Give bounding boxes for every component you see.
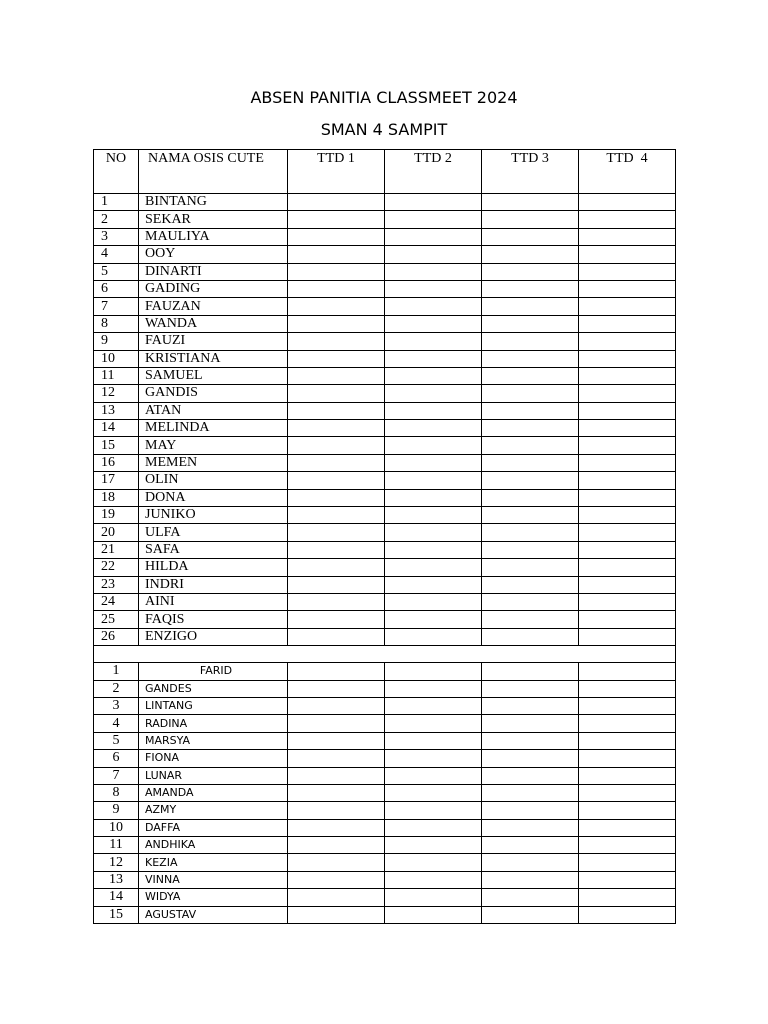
signature-cell-ttd-2[interactable] (385, 871, 482, 888)
signature-cell-ttd-2[interactable] (385, 767, 482, 784)
signature-cell-ttd-2[interactable] (385, 663, 482, 680)
member-name: WANDA (139, 315, 288, 332)
table-row (94, 680, 676, 697)
row-number: 9 (94, 802, 139, 819)
signature-cell-ttd-3[interactable] (482, 489, 579, 506)
signature-cell-ttd-4[interactable] (579, 263, 676, 280)
signature-cell-ttd-2[interactable] (385, 385, 482, 402)
row-number: 14 (94, 420, 139, 437)
member-name: OOY (139, 246, 288, 263)
member-name: MARSYA (139, 732, 288, 749)
signature-cell-ttd-4[interactable] (579, 402, 676, 419)
signature-cell-ttd-1[interactable] (288, 402, 385, 419)
member-name: BINTANG (139, 194, 288, 211)
signature-cell-ttd-4[interactable] (579, 437, 676, 454)
row-number: 9 (94, 333, 139, 350)
signature-cell-ttd-2[interactable] (385, 802, 482, 819)
signature-cell-ttd-4[interactable] (579, 576, 676, 593)
signature-cell-ttd-2[interactable] (385, 420, 482, 437)
signature-cell-ttd-2[interactable] (385, 628, 482, 645)
row-number: 6 (94, 280, 139, 297)
signature-cell-ttd-4[interactable] (579, 507, 676, 524)
member-name: WIDYA (139, 889, 288, 906)
table-row (94, 454, 676, 471)
row-number: 6 (94, 750, 139, 767)
table-row (94, 715, 676, 732)
signature-cell-ttd-3[interactable] (482, 732, 579, 749)
signature-cell-ttd-2[interactable] (385, 593, 482, 610)
member-name: RADINA (139, 715, 288, 732)
signature-cell-ttd-3[interactable] (482, 611, 579, 628)
row-number: 16 (94, 454, 139, 471)
member-name: HILDA (139, 559, 288, 576)
row-number: 18 (94, 489, 139, 506)
table-row (94, 194, 676, 211)
signature-cell-ttd-1[interactable] (288, 854, 385, 871)
member-name: SAFA (139, 541, 288, 558)
header-row (94, 150, 676, 194)
signature-cell-ttd-1[interactable] (288, 298, 385, 315)
member-name: MEMEN (139, 454, 288, 471)
signature-cell-ttd-4[interactable] (579, 663, 676, 680)
signature-cell-ttd-4[interactable] (579, 680, 676, 697)
signature-cell-ttd-4[interactable] (579, 333, 676, 350)
signature-cell-ttd-2[interactable] (385, 437, 482, 454)
row-number: 15 (94, 437, 139, 454)
header-ttd-3: TTD 3 (482, 150, 579, 194)
table-row (94, 663, 676, 680)
signature-cell-ttd-4[interactable] (579, 819, 676, 836)
table-row (94, 819, 676, 836)
signature-cell-ttd-1[interactable] (288, 367, 385, 384)
signature-cell-ttd-4[interactable] (579, 559, 676, 576)
member-name: SEKAR (139, 211, 288, 228)
signature-cell-ttd-4[interactable] (579, 489, 676, 506)
signature-cell-ttd-2[interactable] (385, 315, 482, 332)
signature-cell-ttd-1[interactable] (288, 680, 385, 697)
row-number: 5 (94, 263, 139, 280)
signature-cell-ttd-4[interactable] (579, 697, 676, 714)
signature-cell-ttd-1[interactable] (288, 280, 385, 297)
signature-cell-ttd-3[interactable] (482, 837, 579, 854)
member-name: FARID (139, 663, 288, 680)
member-name: ANDHIKA (139, 837, 288, 854)
signature-cell-ttd-2[interactable] (385, 402, 482, 419)
signature-cell-ttd-2[interactable] (385, 489, 482, 506)
signature-cell-ttd-2[interactable] (385, 715, 482, 732)
signature-cell-ttd-3[interactable] (482, 385, 579, 402)
signature-cell-ttd-4[interactable] (579, 472, 676, 489)
signature-cell-ttd-2[interactable] (385, 228, 482, 245)
signature-cell-ttd-1[interactable] (288, 819, 385, 836)
table-row (94, 437, 676, 454)
table-row (94, 559, 676, 576)
signature-cell-ttd-3[interactable] (482, 593, 579, 610)
signature-cell-ttd-3[interactable] (482, 402, 579, 419)
signature-cell-ttd-1[interactable] (288, 750, 385, 767)
row-number: 3 (94, 228, 139, 245)
signature-cell-ttd-4[interactable] (579, 854, 676, 871)
row-number: 23 (94, 576, 139, 593)
row-number: 1 (94, 194, 139, 211)
signature-cell-ttd-4[interactable] (579, 420, 676, 437)
signature-cell-ttd-4[interactable] (579, 767, 676, 784)
signature-cell-ttd-4[interactable] (579, 715, 676, 732)
signature-cell-ttd-1[interactable] (288, 333, 385, 350)
table-row (94, 472, 676, 489)
table-row (94, 350, 676, 367)
row-number: 5 (94, 732, 139, 749)
signature-cell-ttd-3[interactable] (482, 680, 579, 697)
table-row (94, 280, 676, 297)
signature-cell-ttd-2[interactable] (385, 576, 482, 593)
signature-cell-ttd-3[interactable] (482, 420, 579, 437)
signature-cell-ttd-2[interactable] (385, 350, 482, 367)
table-row (94, 784, 676, 801)
signature-cell-ttd-2[interactable] (385, 524, 482, 541)
member-name: DONA (139, 489, 288, 506)
attendance-table (93, 149, 676, 924)
member-name: MAY (139, 437, 288, 454)
signature-cell-ttd-3[interactable] (482, 802, 579, 819)
signature-cell-ttd-4[interactable] (579, 611, 676, 628)
row-number: 20 (94, 524, 139, 541)
member-name: ULFA (139, 524, 288, 541)
signature-cell-ttd-3[interactable] (482, 246, 579, 263)
signature-cell-ttd-1[interactable] (288, 385, 385, 402)
table-row (94, 246, 676, 263)
member-name: KEZIA (139, 854, 288, 871)
signature-cell-ttd-1[interactable] (288, 889, 385, 906)
row-number: 12 (94, 385, 139, 402)
signature-cell-ttd-3[interactable] (482, 784, 579, 801)
signature-cell-ttd-2[interactable] (385, 298, 482, 315)
signature-cell-ttd-4[interactable] (579, 750, 676, 767)
signature-cell-ttd-4[interactable] (579, 628, 676, 645)
table-row (94, 871, 676, 888)
signature-cell-ttd-4[interactable] (579, 837, 676, 854)
signature-cell-ttd-1[interactable] (288, 906, 385, 923)
header-name: NAMA OSIS CUTE (139, 150, 288, 194)
table-row (94, 837, 676, 854)
row-number: 4 (94, 715, 139, 732)
signature-cell-ttd-1[interactable] (288, 315, 385, 332)
row-number: 1 (94, 663, 139, 680)
row-number: 7 (94, 298, 139, 315)
signature-cell-ttd-4[interactable] (579, 732, 676, 749)
signature-cell-ttd-1[interactable] (288, 611, 385, 628)
signature-cell-ttd-2[interactable] (385, 750, 482, 767)
signature-cell-ttd-1[interactable] (288, 454, 385, 471)
table-row (94, 507, 676, 524)
signature-cell-ttd-3[interactable] (482, 315, 579, 332)
signature-cell-ttd-3[interactable] (482, 663, 579, 680)
signature-cell-ttd-3[interactable] (482, 194, 579, 211)
table-row (94, 298, 676, 315)
signature-cell-ttd-1[interactable] (288, 559, 385, 576)
row-number: 24 (94, 593, 139, 610)
table-row (94, 385, 676, 402)
table-row (94, 750, 676, 767)
signature-cell-ttd-2[interactable] (385, 784, 482, 801)
member-name: MAULIYA (139, 228, 288, 245)
document-subtitle: SMAN 4 SAMPIT (320, 120, 448, 139)
signature-cell-ttd-2[interactable] (385, 454, 482, 471)
header-ttd-2: TTD 2 (385, 150, 482, 194)
signature-cell-ttd-3[interactable] (482, 350, 579, 367)
signature-cell-ttd-4[interactable] (579, 211, 676, 228)
signature-cell-ttd-3[interactable] (482, 559, 579, 576)
member-name: GADING (139, 280, 288, 297)
table-row (94, 767, 676, 784)
signature-cell-ttd-3[interactable] (482, 889, 579, 906)
signature-cell-ttd-3[interactable] (482, 871, 579, 888)
table-row (94, 211, 676, 228)
row-number: 22 (94, 559, 139, 576)
member-name: LINTANG (139, 697, 288, 714)
row-number: 2 (94, 680, 139, 697)
signature-cell-ttd-4[interactable] (579, 784, 676, 801)
signature-cell-ttd-3[interactable] (482, 298, 579, 315)
signature-cell-ttd-3[interactable] (482, 437, 579, 454)
signature-cell-ttd-1[interactable] (288, 784, 385, 801)
signature-cell-ttd-1[interactable] (288, 697, 385, 714)
signature-cell-ttd-2[interactable] (385, 541, 482, 558)
header-no: NO (94, 150, 139, 194)
table-row (94, 854, 676, 871)
signature-cell-ttd-1[interactable] (288, 489, 385, 506)
signature-cell-ttd-3[interactable] (482, 507, 579, 524)
member-name: MELINDA (139, 420, 288, 437)
table-row (94, 489, 676, 506)
signature-cell-ttd-1[interactable] (288, 228, 385, 245)
signature-cell-ttd-4[interactable] (579, 194, 676, 211)
signature-cell-ttd-3[interactable] (482, 715, 579, 732)
member-name: FAQIS (139, 611, 288, 628)
row-number: 15 (94, 906, 139, 923)
signature-cell-ttd-2[interactable] (385, 697, 482, 714)
signature-cell-ttd-3[interactable] (482, 697, 579, 714)
member-name: LUNAR (139, 767, 288, 784)
table-row (94, 420, 676, 437)
signature-cell-ttd-2[interactable] (385, 837, 482, 854)
row-number: 2 (94, 211, 139, 228)
signature-cell-ttd-2[interactable] (385, 906, 482, 923)
signature-cell-ttd-2[interactable] (385, 732, 482, 749)
signature-cell-ttd-4[interactable] (579, 246, 676, 263)
signature-cell-ttd-3[interactable] (482, 228, 579, 245)
member-name: INDRI (139, 576, 288, 593)
row-number: 12 (94, 854, 139, 871)
signature-cell-ttd-4[interactable] (579, 454, 676, 471)
signature-cell-ttd-2[interactable] (385, 889, 482, 906)
row-number: 8 (94, 315, 139, 332)
signature-cell-ttd-1[interactable] (288, 715, 385, 732)
signature-cell-ttd-2[interactable] (385, 367, 482, 384)
signature-cell-ttd-3[interactable] (482, 750, 579, 767)
table-row (94, 611, 676, 628)
row-number: 13 (94, 871, 139, 888)
signature-cell-ttd-4[interactable] (579, 385, 676, 402)
row-number: 10 (94, 819, 139, 836)
signature-cell-ttd-2[interactable] (385, 280, 482, 297)
table-row (94, 593, 676, 610)
signature-cell-ttd-3[interactable] (482, 767, 579, 784)
signature-cell-ttd-1[interactable] (288, 802, 385, 819)
signature-cell-ttd-3[interactable] (482, 333, 579, 350)
signature-cell-ttd-4[interactable] (579, 906, 676, 923)
signature-cell-ttd-2[interactable] (385, 819, 482, 836)
signature-cell-ttd-1[interactable] (288, 593, 385, 610)
signature-cell-ttd-3[interactable] (482, 280, 579, 297)
member-name: AMANDA (139, 784, 288, 801)
table-row (94, 367, 676, 384)
signature-cell-ttd-1[interactable] (288, 732, 385, 749)
member-name: AINI (139, 593, 288, 610)
member-name: AGUSTAV (139, 906, 288, 923)
signature-cell-ttd-4[interactable] (579, 541, 676, 558)
signature-cell-ttd-2[interactable] (385, 559, 482, 576)
signature-cell-ttd-4[interactable] (579, 889, 676, 906)
member-name: ATAN (139, 402, 288, 419)
signature-cell-ttd-4[interactable] (579, 350, 676, 367)
signature-cell-ttd-2[interactable] (385, 507, 482, 524)
row-number: 11 (94, 837, 139, 854)
signature-cell-ttd-4[interactable] (579, 367, 676, 384)
signature-cell-ttd-3[interactable] (482, 628, 579, 645)
signature-cell-ttd-2[interactable] (385, 211, 482, 228)
table-row (94, 263, 676, 280)
table-row (94, 333, 676, 350)
signature-cell-ttd-3[interactable] (482, 524, 579, 541)
member-name: OLIN (139, 472, 288, 489)
table-row (94, 628, 676, 645)
row-number: 13 (94, 402, 139, 419)
signature-cell-ttd-1[interactable] (288, 507, 385, 524)
signature-cell-ttd-1[interactable] (288, 246, 385, 263)
signature-cell-ttd-1[interactable] (288, 576, 385, 593)
signature-cell-ttd-4[interactable] (579, 871, 676, 888)
table-row (94, 697, 676, 714)
row-number: 11 (94, 367, 139, 384)
member-name: KRISTIANA (139, 350, 288, 367)
signature-cell-ttd-4[interactable] (579, 593, 676, 610)
signature-cell-ttd-2[interactable] (385, 611, 482, 628)
signature-cell-ttd-1[interactable] (288, 524, 385, 541)
signature-cell-ttd-4[interactable] (579, 315, 676, 332)
member-name: GANDES (139, 680, 288, 697)
signature-cell-ttd-2[interactable] (385, 854, 482, 871)
member-name: FAUZAN (139, 298, 288, 315)
table-row (94, 315, 676, 332)
member-name: AZMY (139, 802, 288, 819)
table-row (94, 576, 676, 593)
signature-cell-ttd-3[interactable] (482, 541, 579, 558)
member-name: SAMUEL (139, 367, 288, 384)
signature-cell-ttd-2[interactable] (385, 263, 482, 280)
signature-cell-ttd-1[interactable] (288, 541, 385, 558)
signature-cell-ttd-3[interactable] (482, 211, 579, 228)
signature-cell-ttd-2[interactable] (385, 194, 482, 211)
signature-cell-ttd-4[interactable] (579, 524, 676, 541)
member-name: GANDIS (139, 385, 288, 402)
signature-cell-ttd-1[interactable] (288, 628, 385, 645)
row-number: 26 (94, 628, 139, 645)
member-name: ENZIGO (139, 628, 288, 645)
signature-cell-ttd-3[interactable] (482, 906, 579, 923)
signature-cell-ttd-1[interactable] (288, 437, 385, 454)
row-number: 25 (94, 611, 139, 628)
document-title: ABSEN PANITIA CLASSMEET 2024 (250, 88, 518, 107)
row-number: 17 (94, 472, 139, 489)
signature-cell-ttd-1[interactable] (288, 871, 385, 888)
row-number: 21 (94, 541, 139, 558)
table-row (94, 732, 676, 749)
row-number: 8 (94, 784, 139, 801)
signature-cell-ttd-3[interactable] (482, 367, 579, 384)
row-number: 7 (94, 767, 139, 784)
signature-cell-ttd-1[interactable] (288, 420, 385, 437)
signature-cell-ttd-2[interactable] (385, 246, 482, 263)
signature-cell-ttd-3[interactable] (482, 263, 579, 280)
member-name: DAFFA (139, 819, 288, 836)
signature-cell-ttd-1[interactable] (288, 472, 385, 489)
signature-cell-ttd-1[interactable] (288, 194, 385, 211)
signature-cell-ttd-3[interactable] (482, 576, 579, 593)
table-row (94, 402, 676, 419)
signature-cell-ttd-1[interactable] (288, 350, 385, 367)
header-ttd-1: TTD 1 (288, 150, 385, 194)
separator-cell (94, 646, 676, 663)
row-number: 3 (94, 697, 139, 714)
signature-cell-ttd-3[interactable] (482, 454, 579, 471)
signature-cell-ttd-1[interactable] (288, 837, 385, 854)
signature-cell-ttd-2[interactable] (385, 333, 482, 350)
signature-cell-ttd-2[interactable] (385, 472, 482, 489)
separator-row (94, 646, 676, 663)
row-number: 19 (94, 507, 139, 524)
table-row (94, 541, 676, 558)
member-name: JUNIKO (139, 507, 288, 524)
signature-cell-ttd-3[interactable] (482, 819, 579, 836)
signature-cell-ttd-4[interactable] (579, 280, 676, 297)
header-ttd-4: TTD 4 (579, 150, 676, 194)
member-name: VINNA (139, 871, 288, 888)
table-row (94, 802, 676, 819)
row-number: 4 (94, 246, 139, 263)
table-row (94, 228, 676, 245)
table-row (94, 524, 676, 541)
table-row (94, 906, 676, 923)
row-number: 14 (94, 889, 139, 906)
signature-cell-ttd-3[interactable] (482, 854, 579, 871)
signature-cell-ttd-1[interactable] (288, 767, 385, 784)
signature-cell-ttd-4[interactable] (579, 298, 676, 315)
row-number: 10 (94, 350, 139, 367)
signature-cell-ttd-1[interactable] (288, 263, 385, 280)
signature-cell-ttd-1[interactable] (288, 211, 385, 228)
signature-cell-ttd-4[interactable] (579, 802, 676, 819)
table-row (94, 889, 676, 906)
signature-cell-ttd-1[interactable] (288, 663, 385, 680)
member-name: FIONA (139, 750, 288, 767)
signature-cell-ttd-2[interactable] (385, 680, 482, 697)
signature-cell-ttd-3[interactable] (482, 472, 579, 489)
member-name: FAUZI (139, 333, 288, 350)
signature-cell-ttd-4[interactable] (579, 228, 676, 245)
member-name: DINARTI (139, 263, 288, 280)
